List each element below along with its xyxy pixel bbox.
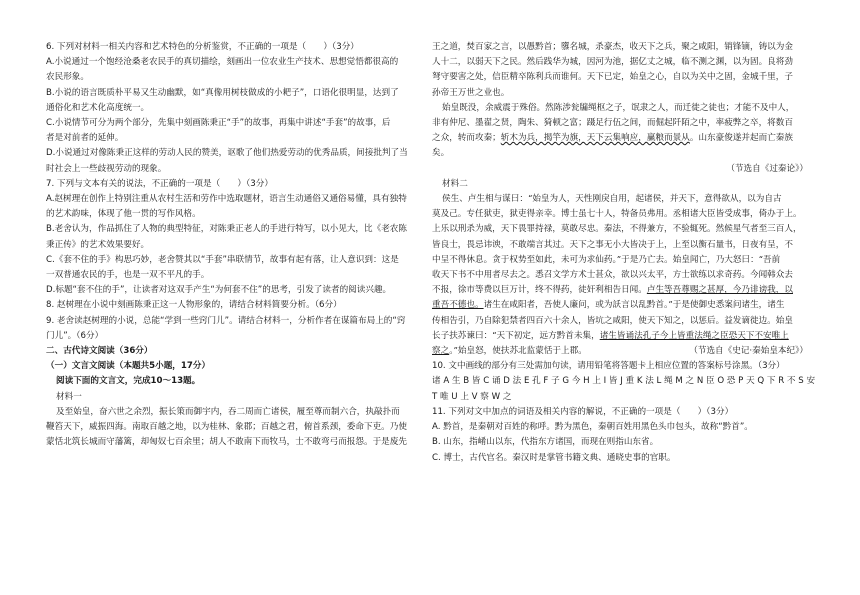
q7-option-c-cont: 一双普通农民的手，也是一双不平凡的手。 — [46, 270, 210, 281]
q6-option-a: A.小说通过一个饱经沧桑老农民手的真切描绘，刻画出一位农业生产技术、思想觉悟都很高的 — [46, 57, 399, 68]
q6-option-d-cont: 时社会上一些歧视劳动的现象。 — [46, 163, 167, 174]
passage-2-line: 莫及己。专任狱吏，狱吏得亲幸。博士虽七十人，特备员弗用。丞相诸大臣皆受成事，倚办于上。 — [432, 209, 802, 220]
source-note-1: （节选自《过秦论》） — [726, 163, 808, 174]
passage-1-line: 矣。 — [432, 148, 450, 159]
passage-2-line-underlined: 不报，徐市等费以巨万计，终不得药，徒奸利相告日闻。卢生等吾尊赐之甚厚，今乃诽谤我，以 — [432, 285, 793, 296]
source-note-2: （节选自《史记·秦始皇本纪》） — [689, 346, 808, 357]
passage-1-line: 人十二，以弱天下之民。然后践华为城，因河为池，据亿丈之城，临不测之渊，以为固。良将劲 — [432, 57, 793, 68]
right-column — [432, 40, 816, 466]
question-7: 7. 下列与文本有关的说法，不正确的一项是（ ）（3分） — [46, 178, 273, 189]
question-11: 11. 下列对文中加点的词语及相关内容的解说，不正确的一项是（ ）（3分） — [432, 406, 734, 417]
question-9-cont: 门儿”。（6分） — [46, 330, 104, 341]
q7-option-c: C.《套不住的手》构思巧妙，老舍赞其以“手套”串联情节，故事有起有落，让人意识到：这是 — [46, 254, 399, 265]
q10-answer-marks-cont: T 唯 U 上 V 察 W 之 — [432, 391, 512, 402]
underlined-text: 重吾不德也。 — [432, 300, 484, 311]
underlined-text: 卢生等吾尊赐之甚厚，今乃诽谤我，以 — [646, 285, 793, 296]
passage-2-line: 中呈不得休息。贪于权势至如此，未可为求仙药。”于是乃亡去。始皇闻亡，乃大怒曰：“吾前 — [432, 254, 781, 265]
passage-2-line-underlined: 察之。”始皇怒，使扶苏北监蒙恬于上郡。 — [432, 346, 587, 357]
question-9: 9. 老舍读赵树理的小说，总能“学到一些窍门儿”。请结合材料一，分析作者在谋篇布局上的“窍 — [46, 315, 406, 326]
question-8: 8. 赵树理在小说中刻画陈秉正这一人物形象的，请结合材料简要分析。（6分） — [46, 300, 342, 311]
passage-1-line: 及至始皇，奋六世之余烈，振长策而御宇内，吞二周而亡诸侯，履至尊而制六合，执敲扑而 — [56, 406, 400, 417]
section-2-1-heading: （一）文言文阅读（本题共5小题，17分） — [46, 361, 211, 372]
q10-answer-marks: 诸 A 生 B 皆 C 诵 D 法 E 孔 F 子 G 今 H 上 I 皆 J 重 K 法 L 绳 M 之 N 臣 O 恐 P 天 Q 下 R 不 S 安 — [432, 376, 816, 387]
q11-option-b: B. 山东，指崤山以东，代指东方诸国，而现在则指山东省。 — [432, 437, 659, 448]
q6-option-a-cont: 农民形象。 — [46, 72, 89, 83]
passage-2-line-underlined: 长子扶苏谏曰：“天下初定，远方黔首未集，诸生皆诵法孔子今上皆重法绳之臣恐天下不安唯上 — [432, 330, 789, 341]
passage-1-line: 弩守要害之处，信臣精卒陈利兵而谁何。天下已定，始皇之心，自以为关中之固，金城千里，子 — [432, 72, 793, 83]
question-6: 6. 下列对材料一相关内容和艺术特色的分析鉴赏，不正确的一项是（ ）（3分） — [46, 42, 359, 52]
left-column — [46, 40, 424, 450]
question-10: 10. 文中画线的部分有三处需加句读，请用铅笔将答题卡上相应位置的答案标号涂黑。（3分） — [432, 361, 785, 372]
passage-2-line: 上乐以刑杀为威，天下畏罪持禄，莫敢尽忠。秦法，不得兼方，不验辄死。然候星气者至三百人， — [432, 224, 802, 235]
q11-option-c: C. 博士，古代官名。秦汉时是掌管书籍文典、通晓史事的官职。 — [432, 452, 676, 463]
q6-option-c: C.小说情节可分为两个部分，先集中刻画陈秉正“手”的故事，再集中讲述“手套”的故事，后 — [46, 118, 391, 129]
passage-1-line: 蒙恬北筑长城而守藩篱，却匈奴七百余里；胡人不敢南下而牧马，士不敢弯弓而报怨。于是废先 — [46, 437, 407, 448]
passage-1-line: 非有仲尼、墨翟之贤，陶朱、猗顿之富；蹑足行伍之间，而倔起阡陌之中，率疲弊之卒，将数百 — [432, 118, 793, 129]
q7-option-d: D.标题“套不住的手”，让读者对这双手产生“为何套不住”的思考，引发了读者的阅读兴趣。 — [46, 285, 392, 296]
q7-option-b-cont: 秉正传》的艺术效果要好。 — [46, 239, 150, 250]
passage-2-line-underlined: 重吾不德也。诸生在咸阳者，吾使人廉问，或为訞言以乱黔首。”于是使御史悉案问诸生，诸生 — [432, 300, 785, 311]
passage-2-line: 侯生、卢生相与谋曰：“始皇为人，天性刚戾自用，起诸侯，并天下，意得欲从，以为自古 — [442, 194, 782, 205]
q6-option-c-cont: 者是对前者的延伸。 — [46, 133, 124, 144]
material-1-label: 材料一 — [56, 391, 82, 402]
passage-1-line: 孙帝王万世之业也。 — [432, 87, 510, 98]
passage-2-line: 皆良士，畏忌讳谀，不敢端言其过。天下之事无小大皆决于上，上至以衡石量书，日夜有呈，不 — [432, 239, 793, 250]
q7-option-b: B.老舍认为，作品抓住了人物的典型特征，对陈秉正老人的手进行特写，以小见大，比《老农陈 — [46, 224, 407, 235]
q6-option-b: B.小说的语言既质朴平易又生动幽默，如“真像用树枝做成的小耙子”，口语化很明显，达到了 — [46, 87, 399, 98]
q7-option-a-cont: 的艺术韵味，体现了他一贯的写作风格。 — [46, 209, 201, 220]
passage-1-line: 鞭笞天下，威振四海。南取百越之地，以为桂林、象郡；百越之君，俯首系颈，委命下吏。乃使 — [46, 422, 407, 433]
reading-instruction: 阅读下面的文言文，完成10～13题。 — [56, 376, 201, 387]
q11-option-a: A. 黔首，是秦朝对百姓的称呼。黔为黑色，秦朝百姓用黑色头巾包头，故称“黔首”。 — [432, 422, 753, 433]
section-2-heading: 二、古代诗文阅读（36分） — [46, 346, 153, 357]
q7-option-a: A.赵树理在创作上特别注重从农村生活和劳作中选取题材，语言生动通俗又通俗易懂，具有独特 — [46, 194, 407, 205]
passage-2-line: 传相告引，乃自除犯禁者四百六十余人，皆坑之咸阳，使天下知之，以惩后。益发谪徙边。始皇 — [432, 315, 793, 326]
passage-1-line: 王之道，焚百家之言，以愚黔首；隳名城，杀豪杰，收天下之兵，聚之咸阳，销锋镝，铸以为金 — [432, 42, 793, 52]
passage-1-line: 始皇既没，余威震于殊俗。然陈涉瓮牖绳枢之子，氓隶之人，而迁徙之徒也；才能不及中人， — [442, 102, 795, 113]
material-2-label: 材料二 — [442, 178, 468, 189]
passage-2-line: 收天下书不中用者尽去之。悉召文学方术士甚众，欲以兴太平，方士欲练以求奇药。今闻韩众去 — [432, 270, 793, 281]
underlined-text: 察之 — [432, 346, 450, 357]
wavy-underlined-text: 斩木为兵，揭竿为旗，天下云集响应，赢粮而景从 — [500, 133, 690, 144]
underlined-text: 诸生皆诵法孔子今上皆重法绳之臣恐天下不安唯上 — [599, 330, 789, 341]
q6-option-d: D.小说通过对像陈秉正这样的劳动人民的赞美，讴歌了他们热爱劳动的优秀品质，间接批判了当 — [46, 148, 408, 159]
q6-option-b-cont: 通俗化和艺术化高度统一。 — [46, 102, 150, 113]
passage-1-line-wavy: 之众，转而攻秦；斩木为兵，揭竿为旗，天下云集响应，赢粮而景从。山东豪俊遂并起而亡秦族 — [432, 133, 793, 144]
